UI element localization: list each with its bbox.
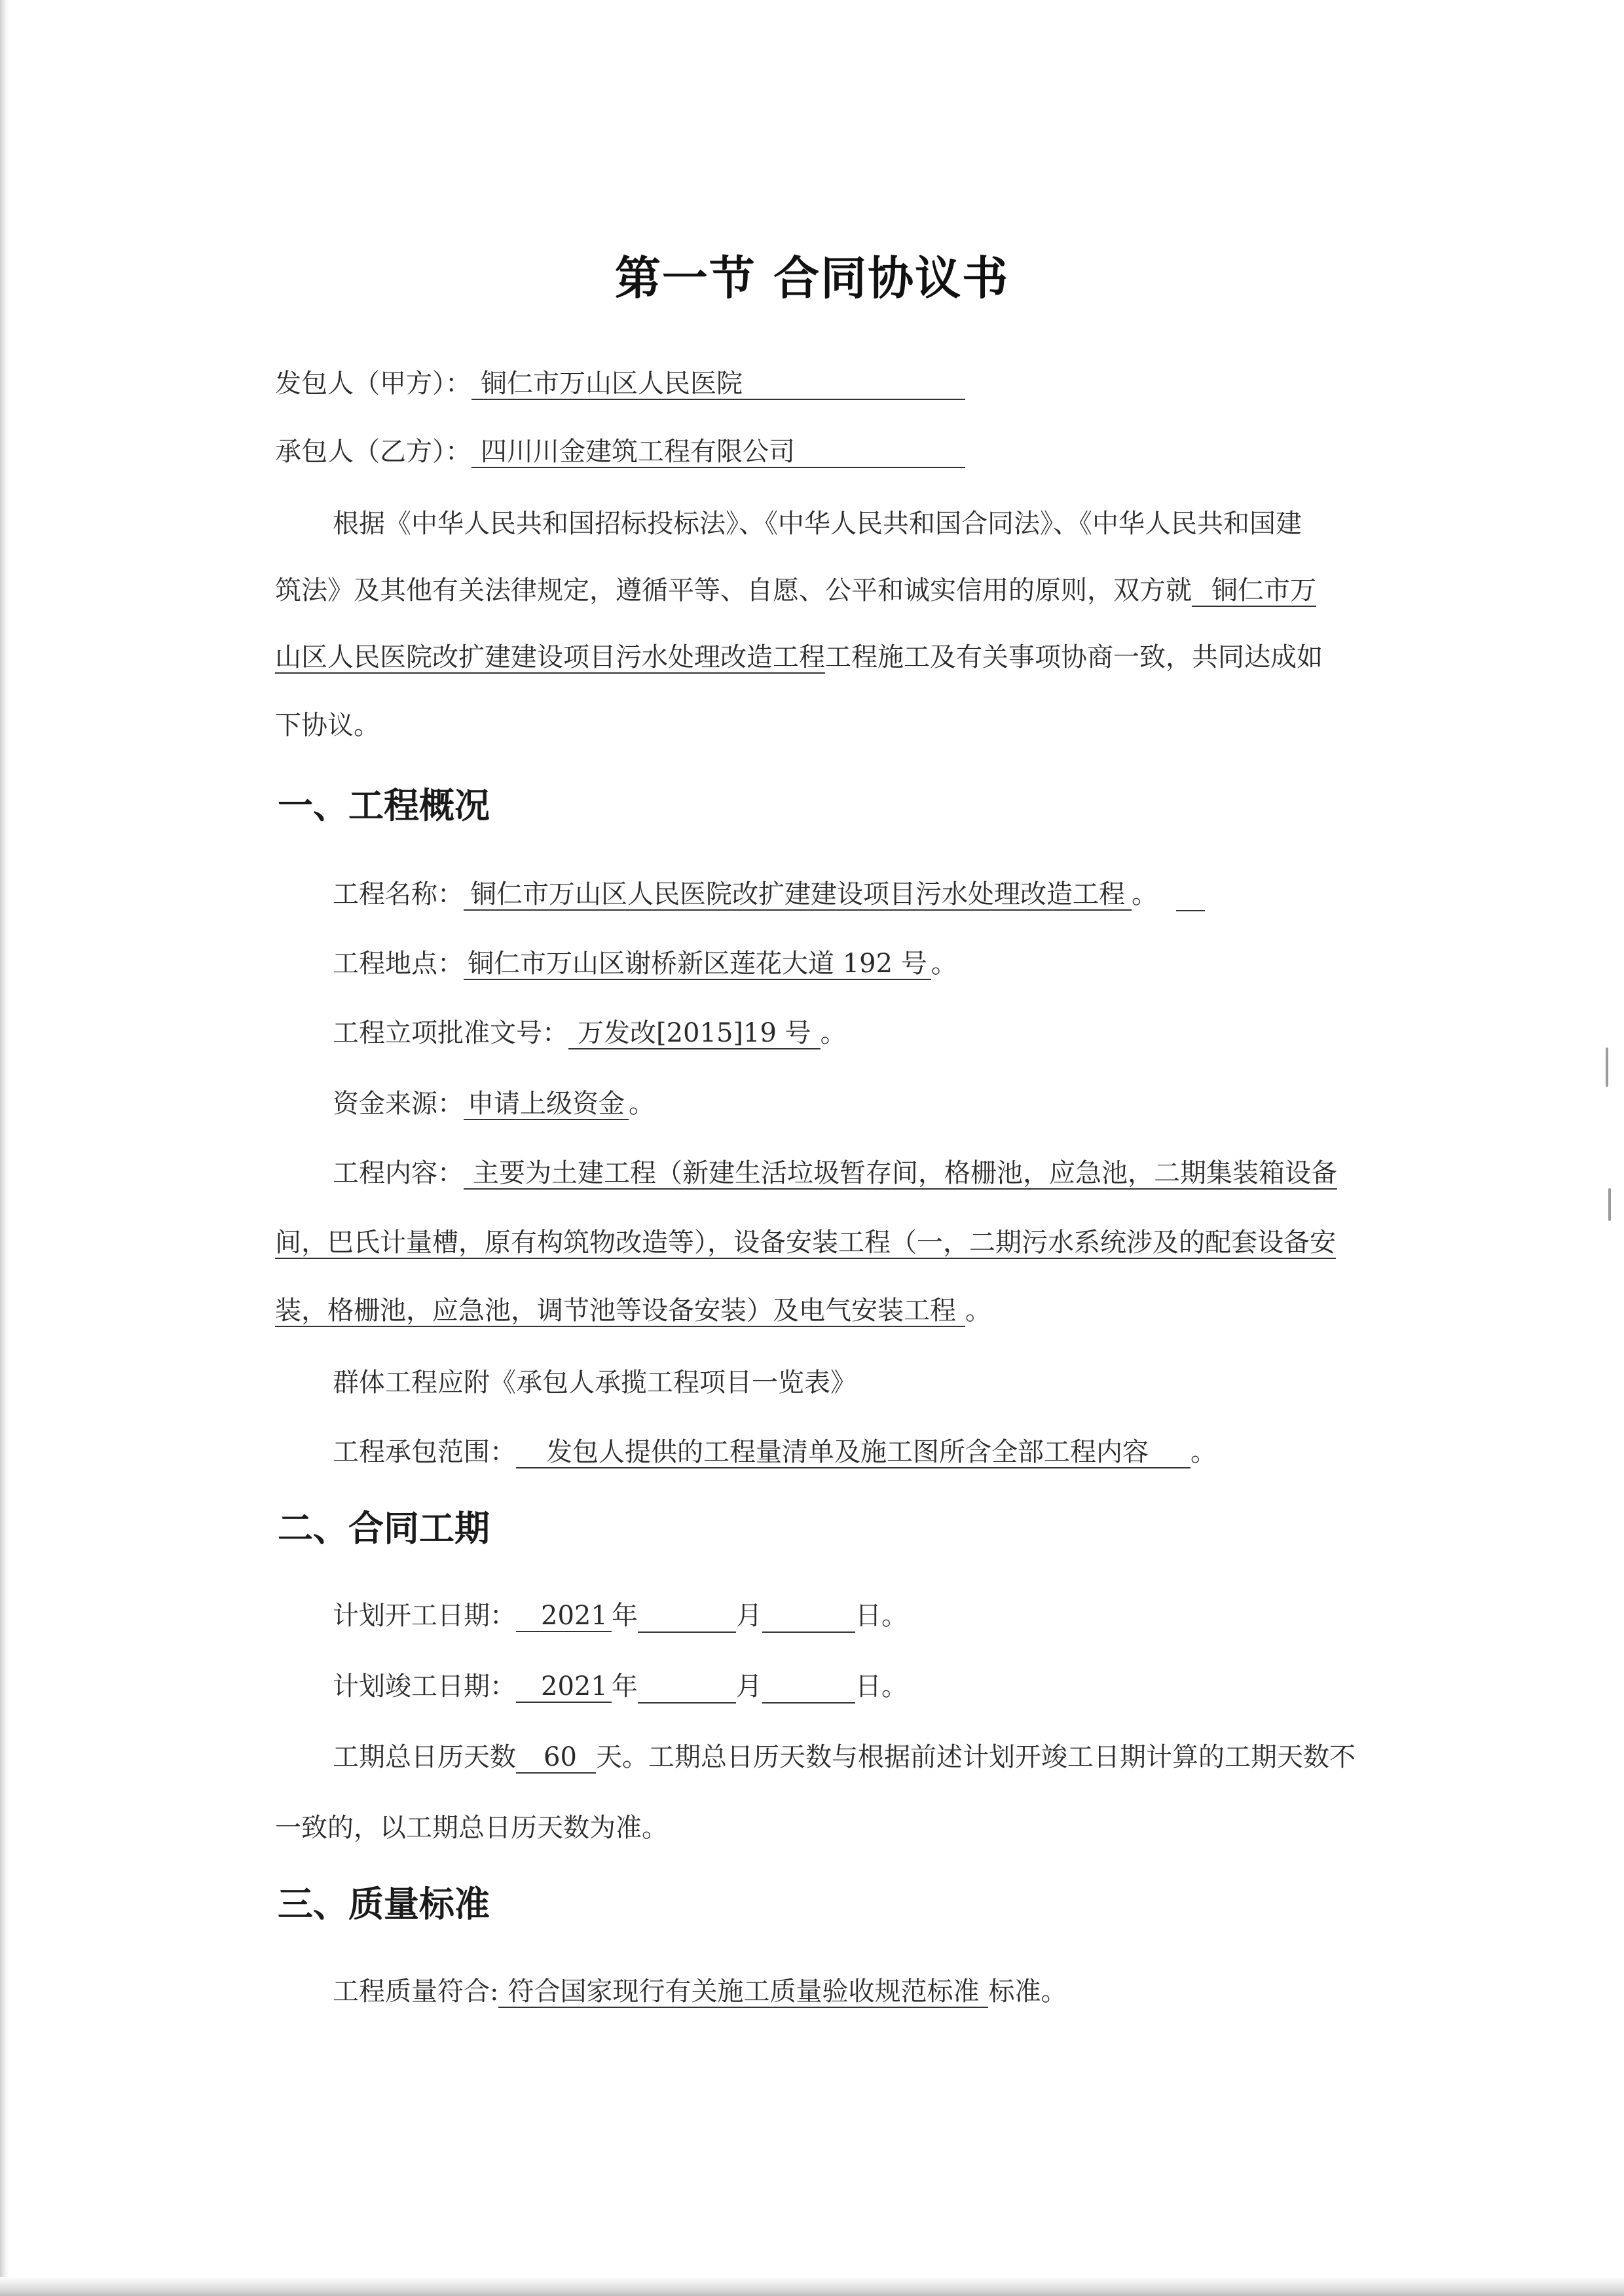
project-content-value-3: 装，格栅池，应急池，调节池等设备安装）及电气安装工程 — [275, 1296, 965, 1327]
project-location-line: 工程地点： 铜仁市万山区谢桥新区莲花大道 192 号 。 — [333, 949, 957, 979]
group-project-note: 群体工程应附《承包人承揽工程项目一览表》 — [333, 1368, 857, 1398]
planned-start-date-line: 计划开工日期： 2021 年 月 日。 — [333, 1599, 908, 1633]
project-content-line-2 — [275, 1226, 1336, 1260]
planned-completion-day-blank — [762, 1676, 855, 1704]
project-content-value-1: 主要为土建工程（新建生活垃圾暂存间，格栅池，应急池，二期集装箱设备 — [464, 1158, 1337, 1190]
contract-scope-value: 发包人提供的工程量清单及施工图所含全部工程内容 — [516, 1437, 1190, 1468]
scan-mark-1 — [1606, 1048, 1608, 1087]
project-content-value-2: 间，巴氏计量槽，原有构筑物改造等），设备安装工程（一，二期污水系统涉及的配套设备安 — [275, 1228, 1336, 1258]
planned-start-month-blank — [638, 1605, 736, 1633]
contractor-label: 承包人（乙方）： — [275, 437, 471, 467]
project-name-line: 工程名称： 铜仁市万山区人民医院改扩建建设项目污水处理改造工程 。 — [333, 877, 1205, 911]
project-name-underline-2: 山区人民医院改扩建建设项目污水处理改造工程 — [275, 642, 825, 672]
section-heading-duration: 二、合同工期 — [278, 1508, 490, 1549]
project-name-trailing-blank — [1176, 884, 1205, 911]
total-days-value: 60 — [516, 1742, 596, 1774]
preamble-line-3: 山区人民医院改扩建建设项目污水处理改造工程工程施工及有关事项协商一致，共同达成如 — [275, 642, 1323, 672]
planned-completion-year: 2021 — [516, 1671, 612, 1703]
funding-source-value: 申请上级资金 — [464, 1089, 629, 1120]
preamble-line-2: 筑法》及其他有关法律规定，遵循平等、自愿、公平和诚实信用的原则，双方就 铜仁市万 — [275, 575, 1316, 606]
total-days-line-2: 一致的，以工期总日历天数为准。 — [275, 1813, 668, 1843]
total-days-line-1: 工期总日历天数 60 天。工期总日历天数与根据前述计划开竣工日期计算的工期天数不 — [333, 1742, 1356, 1772]
contractor-line — [275, 435, 965, 469]
contract-scope-line: 工程承包范围： 发包人提供的工程量清单及施工图所含全部工程内容 。 — [333, 1437, 1217, 1467]
preamble-line-1: 根据《中华人民共和国招标投标法》、《中华人民共和国合同法》、《中华人民共和国建 — [333, 509, 1302, 539]
project-name-underline-1: 铜仁市万 — [1192, 575, 1316, 607]
project-content-line-3: 装，格栅池，应急池，调节池等设备安装）及电气安装工程 。 — [275, 1296, 991, 1326]
page-title: 第一节 合同协议书 — [614, 251, 1010, 305]
planned-start-day-blank — [762, 1605, 855, 1633]
scan-mark-2 — [1608, 1188, 1611, 1221]
project-location-value: 铜仁市万山区谢桥新区莲花大道 192 号 — [464, 949, 931, 980]
project-name-value: 铜仁市万山区人民医院改扩建建设项目污水处理改造工程 — [464, 879, 1132, 911]
quality-standard-line: 工程质量符合: 符合国家现行有关施工质量验收规范标准 标准。 — [333, 1977, 1067, 2007]
employer-line — [275, 367, 965, 401]
quality-standard-value: 符合国家现行有关施工质量验收规范标准 — [498, 1977, 988, 2008]
section-heading-quality: 三、质量标准 — [278, 1884, 490, 1925]
approval-number-value: 万发改[2015]19 号 — [568, 1018, 821, 1049]
funding-source-line: 资金来源： 申请上级资金 。 — [333, 1089, 655, 1119]
scan-edge-left — [0, 0, 9, 2296]
scan-edge-bottom — [0, 2277, 1624, 2296]
employer-label: 发包人（甲方）： — [275, 369, 471, 399]
contractor-value: 四川川金建筑工程有限公司 — [471, 437, 965, 468]
employer-value: 铜仁市万山区人民医院 — [471, 369, 965, 400]
project-content-line-1: 工程内容： 主要为土建工程（新建生活垃圾暂存间，格栅池，应急池，二期集装箱设备 — [333, 1158, 1337, 1188]
section-heading-overview: 一、工程概况 — [278, 785, 490, 826]
planned-completion-month-blank — [638, 1676, 736, 1704]
preamble-line-4: 下协议。 — [275, 710, 380, 740]
planned-completion-date-line: 计划竣工日期： 2021 年 月 日。 — [333, 1669, 908, 1704]
planned-start-year: 2021 — [516, 1601, 612, 1632]
approval-number-line: 工程立项批准文号： 万发改[2015]19 号 。 — [333, 1018, 847, 1048]
